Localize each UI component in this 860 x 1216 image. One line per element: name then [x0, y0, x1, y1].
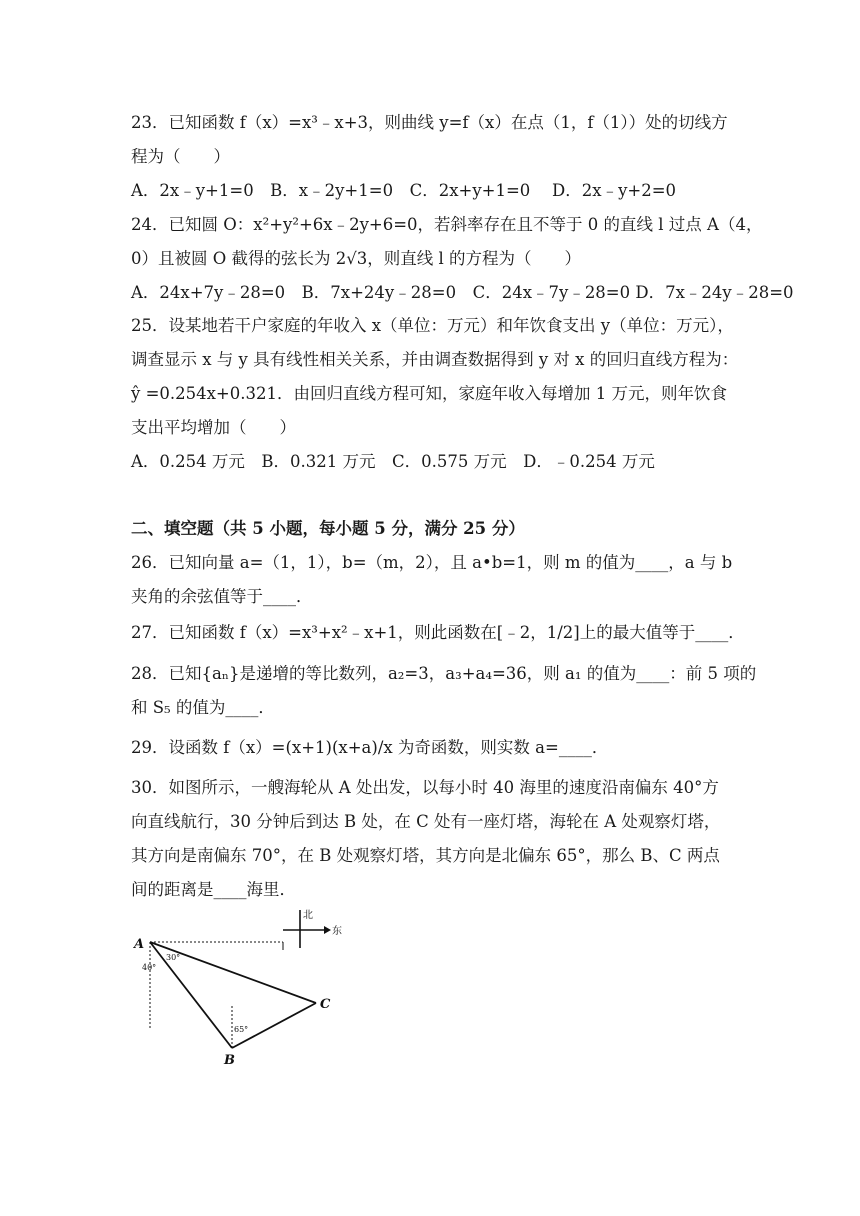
q30-line-3: 其方向是南偏东 70°，在 B 处观察灯塔，其方向是北偏东 65°，那么 B、C 两点: [131, 846, 720, 865]
q29-line: 29．设函数 f（x）=(x+1)(x+a)/x 为奇函数，则实数 a=____．: [131, 738, 609, 757]
q24-line-1: 24．已知圆 O：x²+y²+6x﹣2y+6=0，若斜率存在且不等于 0 的直线 l 过点 A（4，: [131, 215, 763, 234]
point-a-label: A: [134, 937, 145, 952]
angle-40-label: 40°: [142, 963, 157, 972]
north-label: 北: [303, 910, 313, 921]
point-c-label: C: [320, 997, 331, 1012]
q23-options: A．2x﹣y+1=0 B．x﹣2y+1=0 C．2x+y+1=0 D．2x﹣y+2=0: [131, 181, 677, 200]
q30-line-2: 向直线航行，30 分钟后到达 B 处，在 C 处有一座灯塔，海轮在 A 处观察灯塔，: [131, 812, 721, 831]
q23-line-2: 程为（ ）: [131, 147, 230, 166]
q28-line-2: 和 S₅ 的值为____．: [131, 698, 275, 717]
diagram-svg: [128, 898, 368, 1068]
q25-line-1: 25．设某地若干户家庭的年收入 x（单位：万元）和年饮食支出 y（单位：万元），: [131, 316, 734, 335]
angle-30-label: 30°: [166, 953, 181, 962]
point-b-label: B: [224, 1053, 235, 1068]
q26-line-2: 夹角的余弦值等于____．: [131, 587, 313, 606]
segment-ac: [150, 942, 316, 1003]
q25-options: A．0.254 万元 B．0.321 万元 C．0.575 万元 D．﹣0.254 万元: [131, 452, 655, 471]
section-title: 二、填空题（共 5 小题，每小题 5 分，满分 25 分）: [131, 519, 525, 538]
q30-line-4: 间的距离是____海里．: [131, 880, 296, 899]
east-label: 东: [332, 926, 342, 937]
navigation-diagram: [128, 898, 368, 1068]
q23-line-1: 23．已知函数 f（x）=x³﹣x+3，则曲线 y=f（x）在点（1，f（1））处的切线方: [131, 113, 728, 132]
q28-line-1: 28．已知{aₙ}是递增的等比数列，a₂=3，a₃+a₄=36，则 a₁ 的值为____：前 5 项的: [131, 664, 757, 683]
q26-line-1: 26．已知向量 a=（1，1），b=（m，2），且 a•b=1，则 m 的值为____，a 与 b: [131, 553, 733, 572]
q30-line-1: 30．如图所示，一艘海轮从 A 处出发，以每小时 40 海里的速度沿南偏东 40°方: [131, 778, 719, 797]
compass-arrow-icon: [324, 926, 331, 934]
q24-options: A．24x+7y﹣28=0 B．7x+24y﹣28=0 C．24x﹣7y﹣28=0 D．7x﹣24y﹣28=0: [131, 283, 794, 302]
q25-line-4: 支出平均增加（ ）: [131, 418, 296, 437]
q27-line: 27．已知函数 f（x）=x³+x²﹣x+1，则此函数在[﹣2，1/2]上的最大值等于____．: [131, 623, 745, 642]
q25-line-3: ŷ =0.254x+0.321．由回归直线方程可知，家庭年收入每增加 1 万元，则年饮食: [131, 384, 727, 403]
q24-line-2: 0）且被圆 O 截得的弦长为 2√3，则直线 l 的方程为（ ）: [131, 249, 582, 268]
q25-line-2: 调查显示 x 与 y 具有线性相关关系，并由调查数据得到 y 对 x 的回归直线方程为：: [131, 350, 739, 369]
angle-65-label: 65°: [234, 1025, 249, 1034]
